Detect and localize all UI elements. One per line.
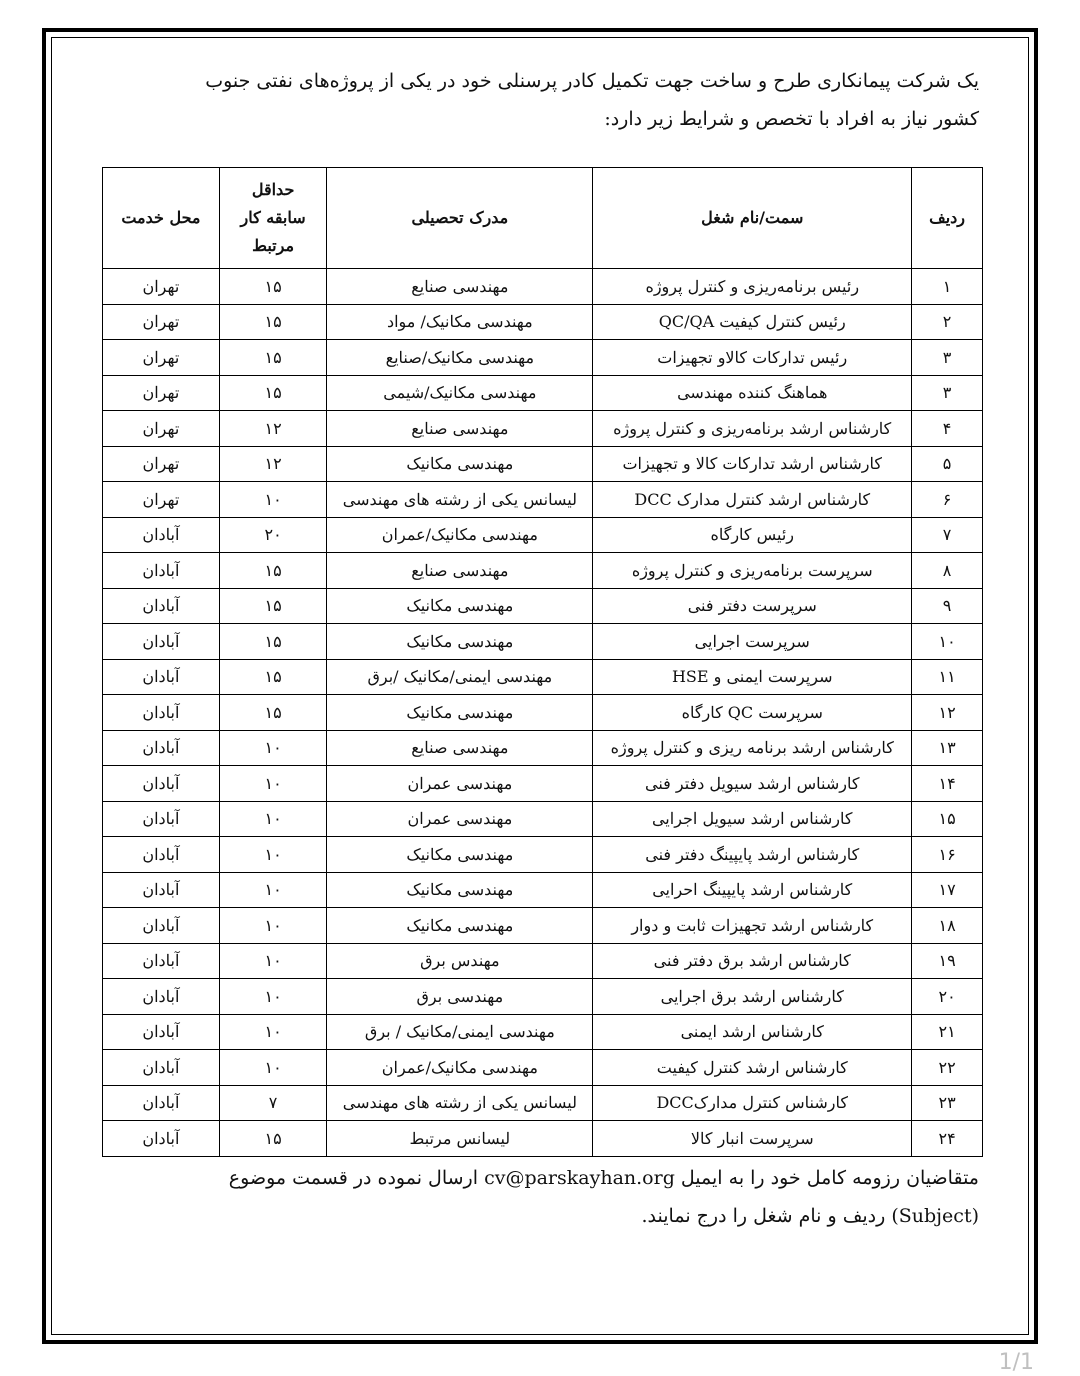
table-row — [103, 1121, 983, 1157]
cell-location: آبادان — [103, 588, 220, 624]
table-row — [103, 517, 983, 553]
table-row — [103, 269, 983, 305]
cell-degree: مهندسی مکانیک — [327, 588, 593, 624]
table-row — [103, 659, 983, 695]
cell-job-title: رئیس کنترل کیفیت QC/QA — [593, 304, 912, 340]
cell-row-number: ۹ — [912, 588, 983, 624]
cell-experience: ۱۵ — [219, 375, 327, 411]
cell-job-title: سرپرست انبار کالا — [593, 1121, 912, 1157]
cell-degree: مهندسی مکانیک — [327, 908, 593, 944]
cell-degree: مهندسی مکانیک/شیمی — [327, 375, 593, 411]
cell-row-number: ۲۳ — [912, 1085, 983, 1121]
cell-job-title: کارشناس ارشد ایمنی — [593, 1014, 912, 1050]
cell-location: تهران — [103, 411, 220, 447]
table-row — [103, 837, 983, 873]
footer-paragraph — [102, 1159, 983, 1235]
cell-experience: ۷ — [219, 1085, 327, 1121]
cell-location: آبادان — [103, 1050, 220, 1086]
table-row — [103, 1014, 983, 1050]
header-experience-line-3: مرتبط — [252, 236, 295, 255]
cell-experience: ۱۰ — [219, 1050, 327, 1086]
cell-experience: ۱۰ — [219, 801, 327, 837]
cell-job-title: کارشناس ارشد برق اجرایی — [593, 979, 912, 1015]
cell-job-title: هماهنگ کننده مهندسی — [593, 375, 912, 411]
header-experience-line-2: سابقه کار — [240, 208, 306, 227]
cell-row-number: ۳ — [912, 375, 983, 411]
cell-location: تهران — [103, 304, 220, 340]
cell-job-title: کارشناس ارشد تدارکات کالا و تجهیزات — [593, 446, 912, 482]
cell-location: آبادان — [103, 553, 220, 589]
cell-job-title: سرپرست QC کارگاه — [593, 695, 912, 731]
cell-location: آبادان — [103, 908, 220, 944]
cell-row-number: ۶ — [912, 482, 983, 518]
cell-degree: لیسانس مرتبط — [327, 1121, 593, 1157]
cell-job-title: کارشناس ارشد برنامه ریزی و کنترل پروژه — [593, 730, 912, 766]
cell-row-number: ۳ — [912, 340, 983, 376]
cell-job-title: رئیس کارگاه — [593, 517, 912, 553]
cell-job-title: کارشناس کنترل مدارکDCC — [593, 1085, 912, 1121]
table-body — [103, 269, 983, 1157]
cell-location: آبادان — [103, 624, 220, 660]
header-row-number: ردیف — [912, 168, 983, 269]
cell-job-title: سرپرست دفتر فنی — [593, 588, 912, 624]
cell-degree: مهندسی صنایع — [327, 411, 593, 447]
table-row — [103, 801, 983, 837]
cell-degree: مهندسی عمران — [327, 766, 593, 802]
cell-row-number: ۱۵ — [912, 801, 983, 837]
cell-experience: ۱۵ — [219, 304, 327, 340]
cell-experience: ۱۵ — [219, 695, 327, 731]
cell-location: تهران — [103, 340, 220, 376]
cell-job-title: رئیس تدارکات کالاو تجهیزات — [593, 340, 912, 376]
header-experience-line-1: حداقل — [251, 180, 295, 199]
table-row — [103, 411, 983, 447]
cell-degree: مهندس برق — [327, 943, 593, 979]
cell-location: آبادان — [103, 801, 220, 837]
cell-location: آبادان — [103, 730, 220, 766]
cell-degree: مهندسی مکانیک/عمران — [327, 517, 593, 553]
cell-location: آبادان — [103, 837, 220, 873]
cell-job-title: سرپرست برنامه‌ریزی و کنترل پروژه — [593, 553, 912, 589]
cell-degree: مهندسی مکانیک — [327, 837, 593, 873]
cell-row-number: ۲۱ — [912, 1014, 983, 1050]
cell-location: آبادان — [103, 1014, 220, 1050]
cell-degree: مهندسی صنایع — [327, 553, 593, 589]
header-experience — [219, 168, 327, 269]
cell-experience: ۱۰ — [219, 482, 327, 518]
header-job-title: سمت/نام شغل — [593, 168, 912, 269]
cell-row-number: ۷ — [912, 517, 983, 553]
cell-experience: ۲۰ — [219, 517, 327, 553]
cell-location: آبادان — [103, 695, 220, 731]
cell-degree: مهندسی مکانیک — [327, 624, 593, 660]
cell-degree: مهندسی صنایع — [327, 269, 593, 305]
table-row — [103, 872, 983, 908]
cell-job-title: کارشناس ارشد کنترل کیفیت — [593, 1050, 912, 1086]
intro-line-2: کشور نیاز به افراد با تخصص و شرایط زیر دارد: — [604, 108, 979, 130]
cell-row-number: ۱۸ — [912, 908, 983, 944]
cell-location: آبادان — [103, 1085, 220, 1121]
cell-experience: ۱۰ — [219, 730, 327, 766]
cell-job-title: کارشناس ارشد سیویل اجرایی — [593, 801, 912, 837]
cell-row-number: ۲ — [912, 304, 983, 340]
cell-row-number: ۲۴ — [912, 1121, 983, 1157]
cell-location: تهران — [103, 375, 220, 411]
cell-job-title: کارشناس ارشد برنامه‌ریزی و کنترل پروژه — [593, 411, 912, 447]
cell-job-title: کارشناس ارشد کنترل مدارک DCC — [593, 482, 912, 518]
intro-line-1: یک شرکت پیمانکاری طرح و ساخت جهت تکمیل کادر پرسنلی خود در یکی از پروژه‌های نفتی جنوب — [205, 70, 979, 92]
document-content — [102, 62, 983, 1254]
table-row — [103, 1050, 983, 1086]
cell-experience: ۱۰ — [219, 908, 327, 944]
table-row — [103, 730, 983, 766]
cell-degree: مهندسی مکانیک/ مواد — [327, 304, 593, 340]
cell-experience: ۱۲ — [219, 411, 327, 447]
cell-experience: ۱۰ — [219, 943, 327, 979]
cell-experience: ۱۰ — [219, 837, 327, 873]
cell-location: تهران — [103, 269, 220, 305]
cell-row-number: ۸ — [912, 553, 983, 589]
cell-row-number: ۱۶ — [912, 837, 983, 873]
cell-experience: ۱۵ — [219, 553, 327, 589]
page-number: 1/1 — [998, 1350, 1034, 1375]
cell-location: تهران — [103, 482, 220, 518]
intro-paragraph — [102, 62, 983, 138]
cell-row-number: ۱۱ — [912, 659, 983, 695]
table-row — [103, 375, 983, 411]
cell-degree: مهندسی عمران — [327, 801, 593, 837]
cell-row-number: ۱۰ — [912, 624, 983, 660]
cell-row-number: ۲۰ — [912, 979, 983, 1015]
cell-degree: مهندسی ایمنی/مکانیک /برق — [327, 659, 593, 695]
cell-job-title: کارشناس ارشد تجهیزات ثابت و دوار — [593, 908, 912, 944]
header-location: محل خدمت — [103, 168, 220, 269]
cell-row-number: ۲۲ — [912, 1050, 983, 1086]
cell-degree: مهندسی مکانیک/عمران — [327, 1050, 593, 1086]
cell-experience: ۱۲ — [219, 446, 327, 482]
table-row — [103, 482, 983, 518]
cell-location: آبادان — [103, 979, 220, 1015]
cell-row-number: ۱۴ — [912, 766, 983, 802]
cell-experience: ۱۵ — [219, 269, 327, 305]
cell-experience: ۱۰ — [219, 979, 327, 1015]
table-row — [103, 979, 983, 1015]
footer-line-1: متقاضیان رزومه کامل خود را به ایمیل cv@parskayhan.org ارسال نموده در قسمت موضوع — [228, 1166, 979, 1189]
table-row — [103, 766, 983, 802]
cell-job-title: رئیس برنامه‌ریزی و کنترل پروژه — [593, 269, 912, 305]
cell-job-title: سرپرست اجرایی — [593, 624, 912, 660]
cell-experience: ۱۵ — [219, 1121, 327, 1157]
cell-row-number: ۱۹ — [912, 943, 983, 979]
cell-location: آبادان — [103, 1121, 220, 1157]
cell-experience: ۱۵ — [219, 340, 327, 376]
cell-row-number: ۱۳ — [912, 730, 983, 766]
cell-row-number: ۱۷ — [912, 872, 983, 908]
cell-degree: مهندسی صنایع — [327, 730, 593, 766]
cell-row-number: ۵ — [912, 446, 983, 482]
cell-experience: ۱۰ — [219, 766, 327, 802]
table-header-row — [103, 168, 983, 269]
header-degree: مدرک تحصیلی — [327, 168, 593, 269]
footer-line-2: (Subject) ردیف و نام شغل را درج نمایند. — [641, 1204, 979, 1227]
cell-degree: مهندسی مکانیک/صنایع — [327, 340, 593, 376]
cell-degree: مهندسی مکانیک — [327, 446, 593, 482]
table-row — [103, 908, 983, 944]
cell-location: آبادان — [103, 517, 220, 553]
cell-job-title: کارشناس ارشد سیویل دفتر فنی — [593, 766, 912, 802]
page-frame — [42, 28, 1038, 1344]
table-row — [103, 943, 983, 979]
cell-degree: لیسانس یکی از رشته های مهندسی — [327, 482, 593, 518]
cell-row-number: ۴ — [912, 411, 983, 447]
cell-location: آبادان — [103, 872, 220, 908]
cell-degree: مهندسی برق — [327, 979, 593, 1015]
cell-row-number: ۱ — [912, 269, 983, 305]
table-row — [103, 553, 983, 589]
cell-degree: لیسانس یکی از رشته های مهندسی — [327, 1085, 593, 1121]
cell-degree: مهندسی مکانیک — [327, 872, 593, 908]
cell-degree: مهندسی ایمنی/مکانیک / برق — [327, 1014, 593, 1050]
cell-experience: ۱۰ — [219, 1014, 327, 1050]
cell-job-title: کارشناس ارشد پایپینگ احرایی — [593, 872, 912, 908]
cell-row-number: ۱۲ — [912, 695, 983, 731]
table-row — [103, 340, 983, 376]
table-row — [103, 588, 983, 624]
cell-experience: ۱۵ — [219, 624, 327, 660]
table-row — [103, 304, 983, 340]
cell-experience: ۱۵ — [219, 659, 327, 695]
table-row — [103, 1085, 983, 1121]
cell-experience: ۱۵ — [219, 588, 327, 624]
cell-degree: مهندسی مکانیک — [327, 695, 593, 731]
cell-job-title: سرپرست ایمنی و HSE — [593, 659, 912, 695]
table-row — [103, 695, 983, 731]
cell-location: تهران — [103, 446, 220, 482]
job-openings-table — [102, 167, 983, 1157]
cell-location: آبادان — [103, 943, 220, 979]
cell-location: آبادان — [103, 766, 220, 802]
cell-location: آبادان — [103, 659, 220, 695]
cell-experience: ۱۰ — [219, 872, 327, 908]
table-row — [103, 446, 983, 482]
cell-job-title: کارشناس ارشد برق دفتر فنی — [593, 943, 912, 979]
cell-job-title: کارشناس ارشد پایپینگ دفتر فنی — [593, 837, 912, 873]
table-row — [103, 624, 983, 660]
